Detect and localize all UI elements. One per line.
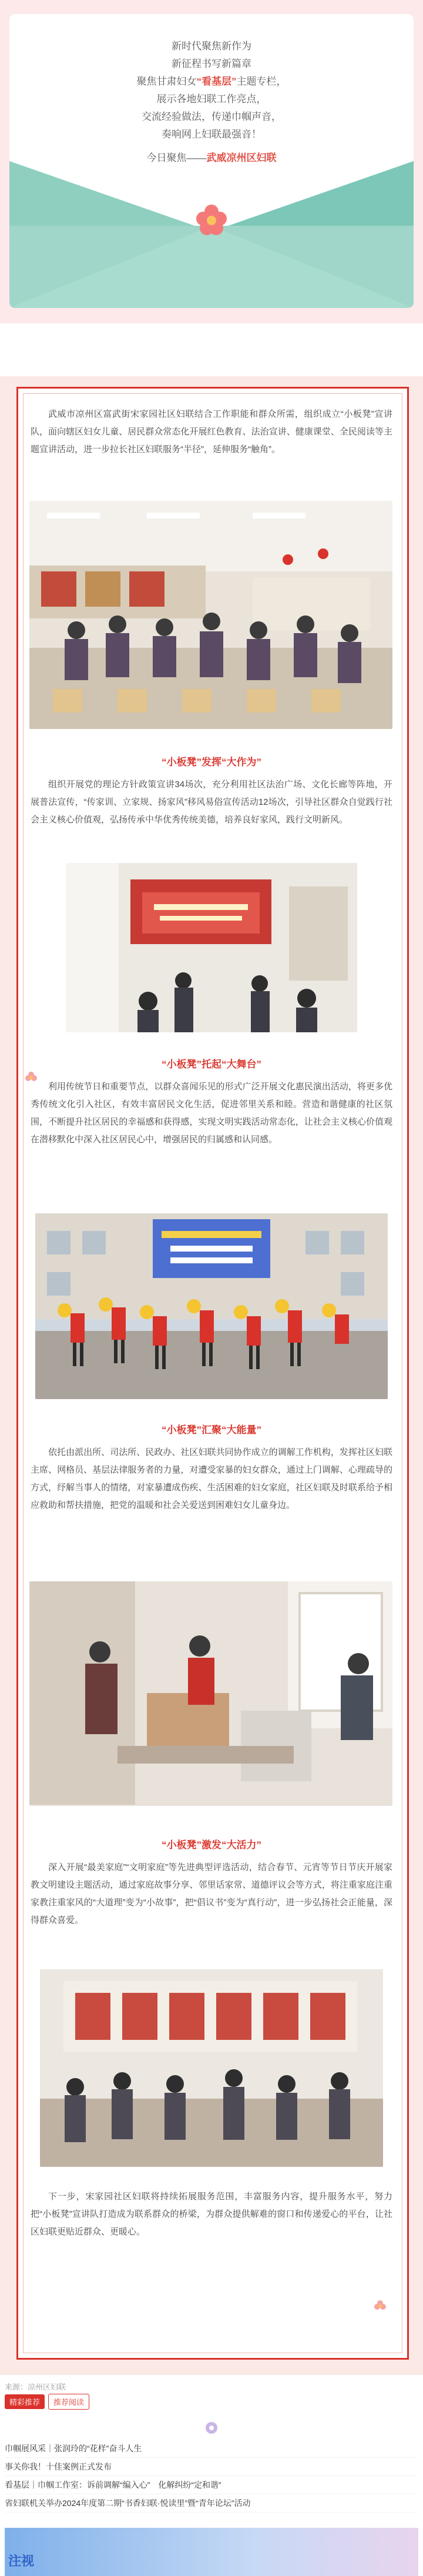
conclusion-paragraph: 下一步，宋家园社区妇联将持续拓展服务范围，丰富服务内容，提升服务水平，努力把“小板凳”宣讲队打造成为联系群众的桥梁，为群众提供解难的窗口和传递爱心的平台，让社区妇联更贴近群众、更暖心。 — [31, 2192, 392, 2237]
related-article-link[interactable]: 看基层｜巾帼工作室：诉前调解“编入心” 化解纠纷“定和谐” — [5, 2476, 416, 2494]
intro-paragraph: 武威市凉州区富武街宋家园社区妇联结合工作职能和群众所需，组织成立“小板凳”宣讲队，面向辖区妇女儿童、居民群众常态化开展红色教育、法治宣讲、健康课堂、全民阅读等主题宣讲活动，进一步拉长社区妇联服务“半径”，延伸服务“触角”。 — [31, 409, 392, 454]
header-line: 新时代聚焦新作为 — [172, 41, 251, 52]
tab-recommended[interactable]: 推荐阅读 — [48, 2394, 89, 2410]
header-line: 奏响网上妇联最强音！ — [162, 129, 261, 140]
photo-activity-room — [29, 501, 392, 729]
related-article-link[interactable]: 事关你我！十佳案例正式发布 — [5, 2458, 416, 2476]
decor-flower-icon — [372, 2299, 388, 2314]
decor-flower-icon — [24, 1070, 39, 1085]
envelope — [9, 14, 414, 308]
photo-family-meeting — [40, 1969, 383, 2167]
photo-outdoor-performance — [35, 1213, 388, 1399]
header-line-topic: 聚焦甘肃妇女“看基层”主题专栏， — [136, 76, 287, 87]
photo-lecture — [66, 863, 357, 1032]
source-text: 来源：凉州区妇联 — [5, 2383, 66, 2391]
section-text-1: 组织开展党的理论方针政策宣讲34场次，充分利用社区法治广场、文化长廊等阵地，开展普法宣传，“传家训、立家规、扬家风”移风易俗宣传活动12场次，引导社区群众自觉践行社会主义核心价值观，弘扬传承中华优秀传统美德，培养良好家风，践行文明新风。 — [31, 780, 392, 825]
section-title-4: “小板凳”激发“大活力” — [162, 1839, 261, 1851]
section-text-2: 利用传统节日和重要节点，以群众喜闻乐见的形式广泛开展文化惠民演出活动，将更多优秀传统文化引入社区，有效丰富居民文化生活，促进邻里关系和睦。营造和谐健康的社区氛围，不断提升社区居民的幸福感和获得感，实现文明实践活动常态化，让社会主义核心价值观在潜移默化中深入社区居民心中，增强居民的归属感和认同感。 — [31, 1082, 392, 1145]
section-text-4: 深入开展“最美家庭”“文明家庭”等先进典型评选活动，结合春节、元宵等节日节庆开展家教文明建设主题活动，通过家庭故事分享、邻里话家常、道德评议会等方式，将注重家庭注重家教注重家风的“大道理”变为“小故事”，把“倡议书”变为“真行动”，进一步弘扬社会正能量，深得群众喜爱。 — [31, 1862, 392, 1925]
flower-icon — [195, 203, 228, 236]
header-card — [0, 0, 423, 323]
header-line: 新征程书写新篇章 — [172, 58, 251, 69]
banner-text: 注视 — [8, 2554, 35, 2568]
header-intro — [9, 38, 414, 167]
header-line: 展示各地妇联工作亮点， — [156, 93, 267, 105]
section-title-2: “小板凳”托起“大舞台” — [162, 1059, 261, 1070]
recommend-tabs — [5, 2394, 93, 2410]
divider-ornament — [0, 2415, 423, 2441]
related-article-link[interactable]: 巾帼展风采｜张润玲的“花样”奋斗人生 — [5, 2440, 416, 2458]
tab-featured[interactable]: 精彩推荐 — [5, 2394, 45, 2409]
topic-highlight: “看基层” — [196, 76, 237, 87]
photo-home-visit — [29, 1581, 392, 1806]
related-articles — [5, 2440, 416, 2513]
envelope-fold — [9, 226, 414, 308]
section-text-3: 依托由派出所、司法所、民政办、社区妇联共同协作成立的调解工作机构，发挥社区妇联主席、网格员、基层法律服务者的力量，对遭受家暴的妇女群众，通过上门调解、心理疏导的方式，纾解当事人的情绪，对家暴遭成伤疾、生活困难的妇女家庭，社区妇联及时联系给予相应救助和帮扶措施，把党的温暖和社会关爱送到困难妇女儿童身边。 — [31, 1447, 392, 1510]
section-title-1: “小板凳”发挥“大作为” — [162, 757, 261, 768]
footer-banner[interactable] — [5, 2528, 418, 2576]
section-title-3: “小板凳”汇聚“大能量” — [162, 1424, 261, 1436]
related-article-link[interactable]: 省妇联机关举办2024年度第二期“书香妇联·悦读里”暨“青年论坛”活动 — [5, 2494, 416, 2513]
today-focus: 今日聚焦——武威凉州区妇联 — [146, 152, 277, 163]
header-line: 交流经验做法，传递巾帼声音， — [142, 111, 281, 122]
